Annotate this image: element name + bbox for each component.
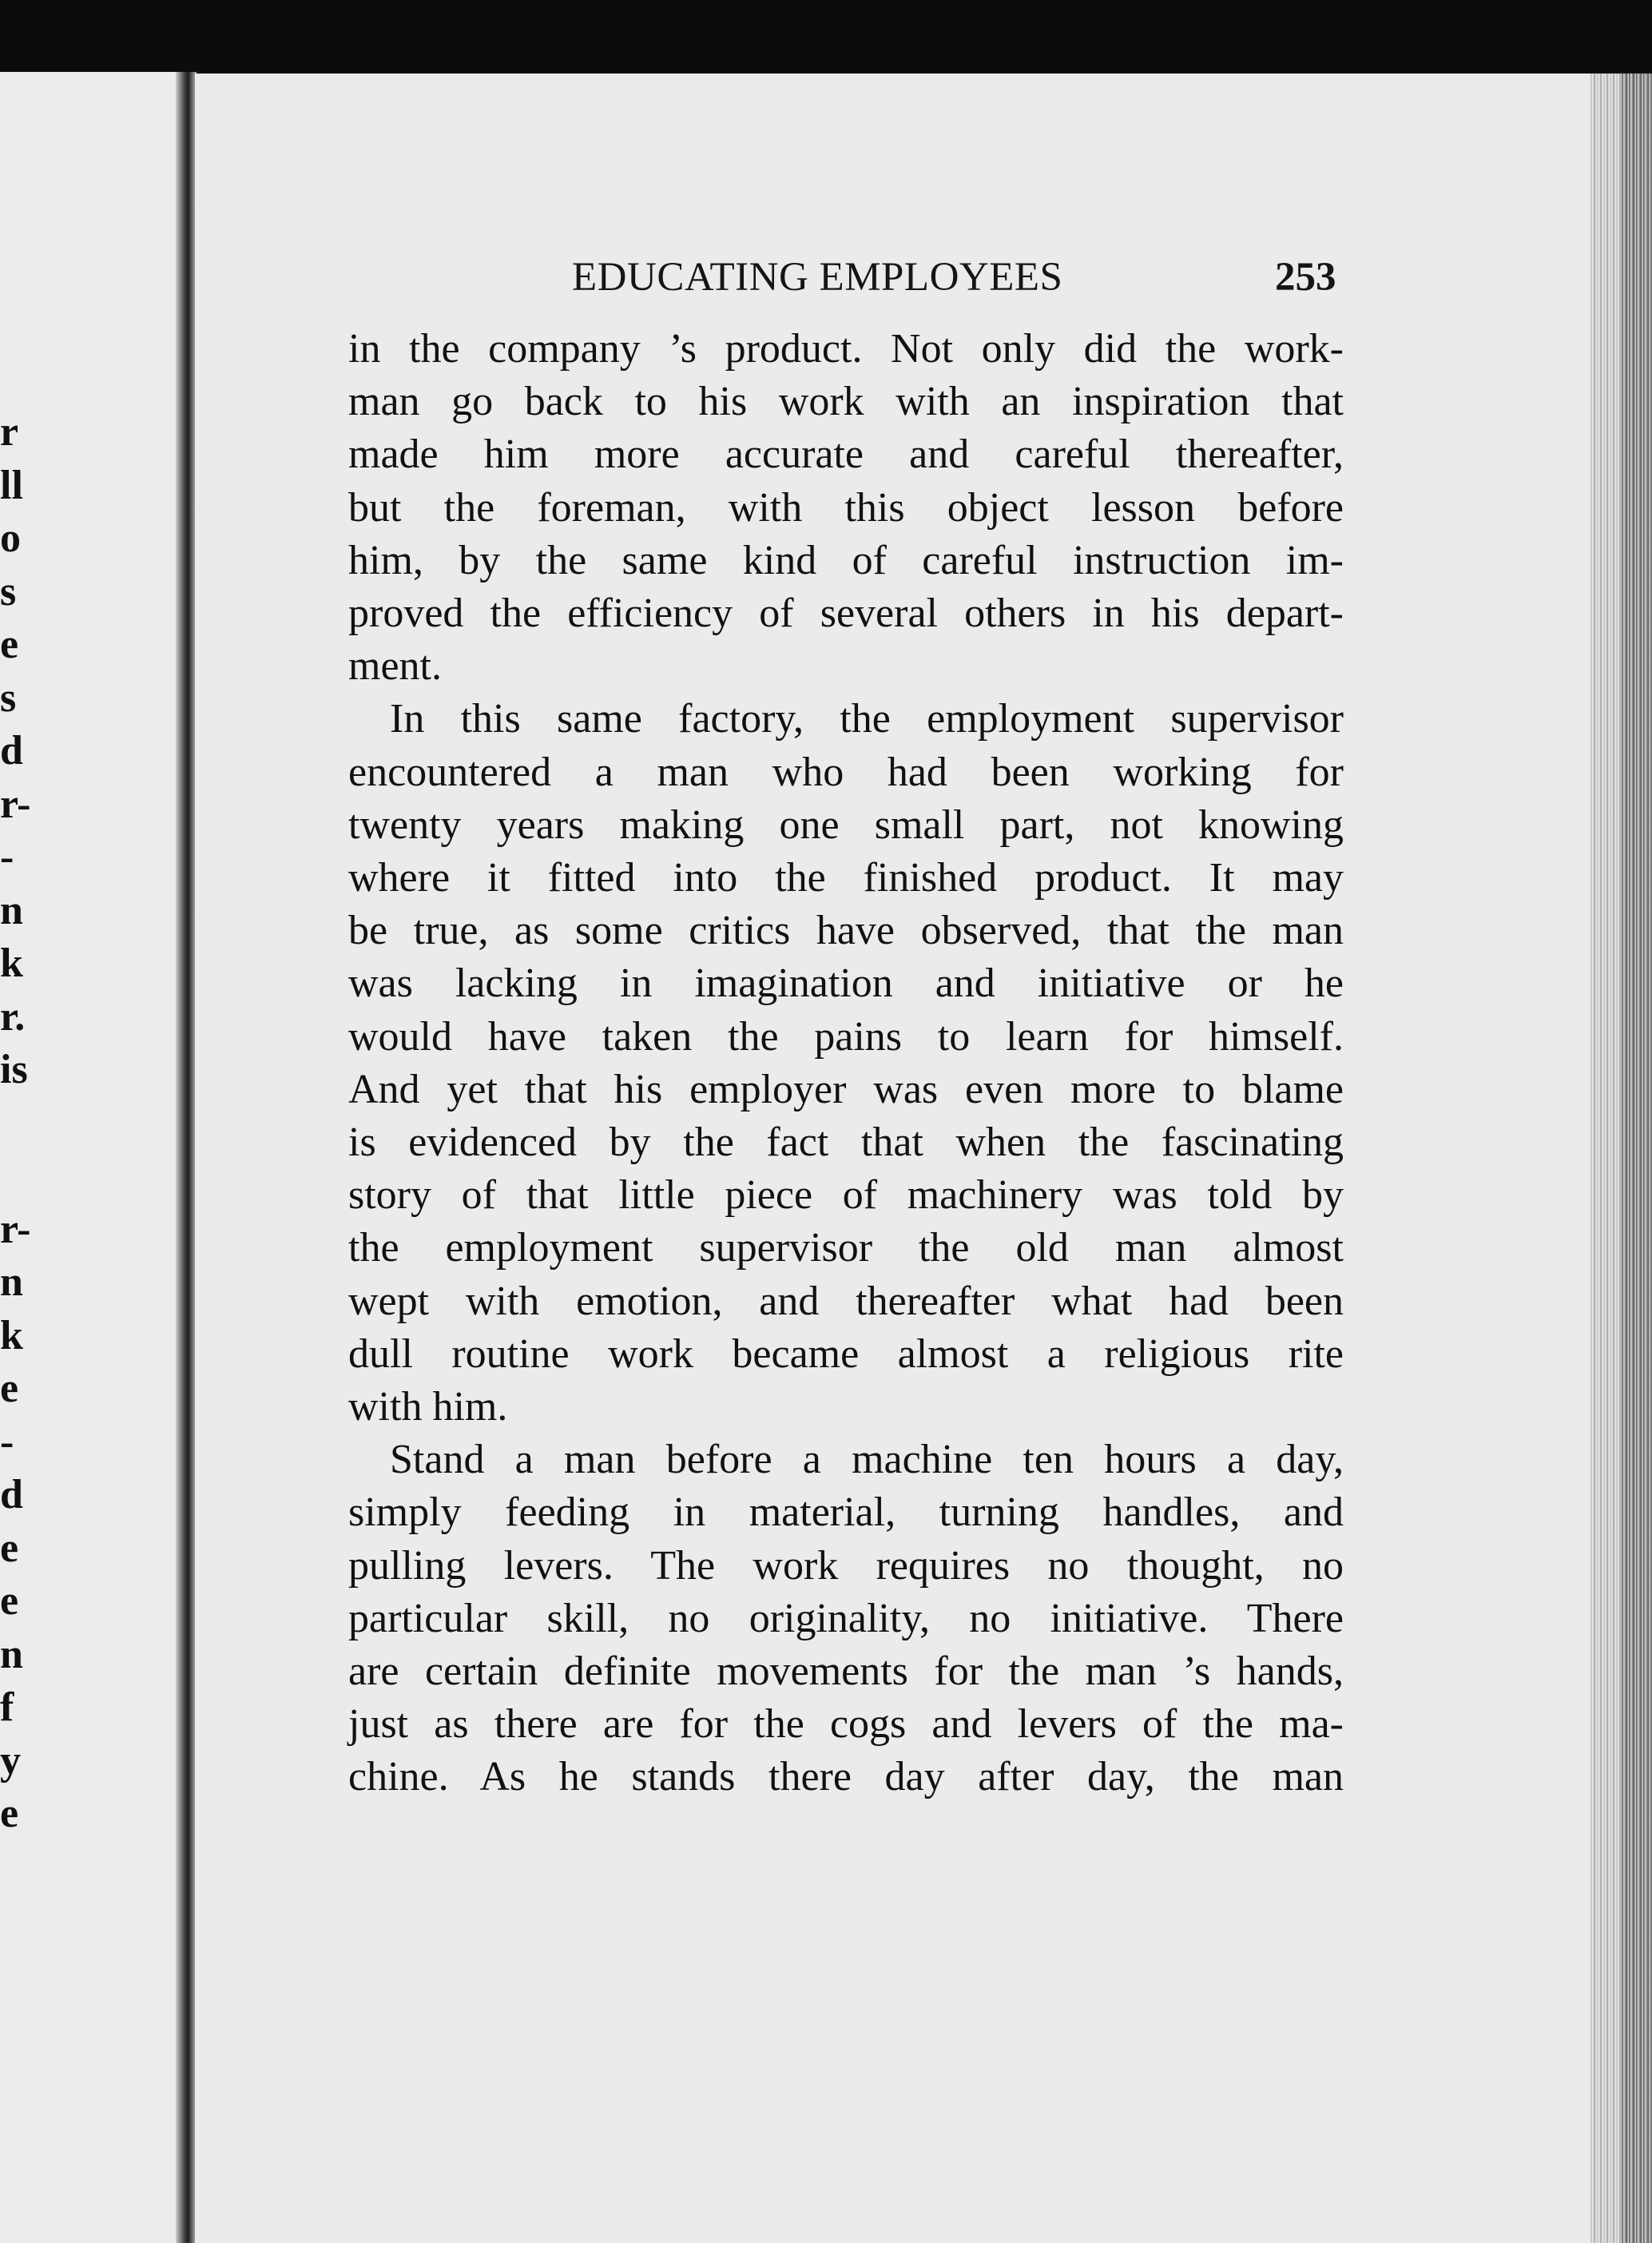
left-fragment: e bbox=[0, 1791, 19, 1836]
text-line: just as there are for the cogs and levers of the ma- bbox=[348, 1701, 1344, 1748]
paragraph-1 bbox=[348, 323, 1344, 693]
left-fragment: n bbox=[0, 887, 23, 933]
left-fragment: e bbox=[0, 1366, 19, 1411]
text-line: where it fitted into the finished product. It may bbox=[348, 855, 1344, 901]
text-line: made him more accurate and careful thereafter, bbox=[348, 431, 1344, 478]
running-head: EDUCATING EMPLOYEES bbox=[572, 255, 1063, 300]
left-fragment: n bbox=[0, 1631, 23, 1677]
left-fragment: e bbox=[0, 1578, 19, 1624]
text-line: twenty years making one small part, not knowing bbox=[348, 801, 1344, 848]
text-line: chine. As he stands there day after day, the man bbox=[348, 1754, 1344, 1800]
left-fragment: o bbox=[0, 515, 21, 561]
left-fragment: n bbox=[0, 1259, 23, 1305]
text-line: dull routine work became almost a religious rite bbox=[348, 1330, 1344, 1377]
left-fragment: e bbox=[0, 1525, 19, 1571]
text-line: particular skill, no originality, no initiative. There bbox=[348, 1595, 1344, 1641]
left-fragment: r. bbox=[0, 993, 26, 1040]
page-stack-shadow bbox=[1622, 74, 1652, 2243]
left-fragment: r- bbox=[0, 1206, 31, 1252]
left-fragment: s bbox=[0, 674, 17, 721]
text-line: simply feeding in material, turning handles, and bbox=[348, 1489, 1344, 1536]
left-fragment: r- bbox=[0, 781, 31, 827]
left-fragment: d bbox=[0, 1472, 23, 1517]
text-line: story of that little piece of machinery was told by bbox=[348, 1172, 1344, 1219]
left-fragment: s bbox=[0, 568, 17, 614]
text-line: was lacking in imagination and initiative or he bbox=[348, 960, 1344, 1007]
body-text bbox=[348, 323, 1344, 1804]
text-line: but the foreman, with this object lesson before bbox=[348, 484, 1344, 531]
text-line: pulling levers. The work requires no thought, no bbox=[348, 1542, 1344, 1589]
page-number: 253 bbox=[1275, 255, 1336, 300]
left-page-text-fragments bbox=[0, 406, 32, 1841]
left-fragment: k bbox=[0, 941, 23, 986]
book-gutter bbox=[176, 72, 197, 2243]
paragraph-3 bbox=[348, 1434, 1344, 1804]
text-line: wept with emotion, and thereafter what had been bbox=[348, 1278, 1344, 1324]
left-fragment: - bbox=[0, 1418, 14, 1465]
paragraph-2 bbox=[348, 693, 1344, 1434]
left-fragment: r bbox=[0, 409, 19, 455]
left-fragment: d bbox=[0, 728, 23, 774]
text-line: ment. bbox=[348, 643, 442, 690]
left-fragment: y bbox=[0, 1737, 21, 1784]
text-line: are certain definite movements for the man ’s hands, bbox=[348, 1648, 1344, 1695]
left-fragment: - bbox=[0, 834, 14, 880]
text-line: in the company ’s product. Not only did the work- bbox=[348, 326, 1344, 372]
left-fragment bbox=[0, 1150, 32, 1203]
text-line: man go back to his work with an inspiration that bbox=[348, 379, 1344, 425]
left-fragment bbox=[0, 1097, 32, 1151]
left-fragment: e bbox=[0, 622, 19, 667]
left-fragment: k bbox=[0, 1312, 23, 1358]
left-fragment: ll bbox=[0, 462, 23, 508]
left-fragment: is bbox=[0, 1047, 28, 1092]
scanner-background bbox=[0, 0, 1652, 72]
left-fragment: f bbox=[0, 1684, 14, 1730]
text-line: would have taken the pains to learn for himself. bbox=[348, 1013, 1344, 1060]
text-line: In this same factory, the employment supervisor bbox=[390, 696, 1344, 742]
text-line: be true, as some critics have observed, that the man bbox=[348, 908, 1344, 954]
text-line: is evidenced by the fact that when the fascinating bbox=[348, 1120, 1344, 1166]
text-line: proved the efficiency of several others in his depart- bbox=[348, 591, 1344, 637]
text-line: with him. bbox=[348, 1384, 508, 1430]
text-line: the employment supervisor the old man almost bbox=[348, 1225, 1344, 1271]
text-line: him, by the same kind of careful instruction im- bbox=[348, 537, 1344, 583]
text-line: And yet that his employer was even more to blame bbox=[348, 1066, 1344, 1112]
left-page-edge bbox=[0, 72, 182, 2243]
text-line: Stand a man before a machine ten hours a day, bbox=[390, 1437, 1344, 1483]
text-line: encountered a man who had been working for bbox=[348, 749, 1344, 795]
